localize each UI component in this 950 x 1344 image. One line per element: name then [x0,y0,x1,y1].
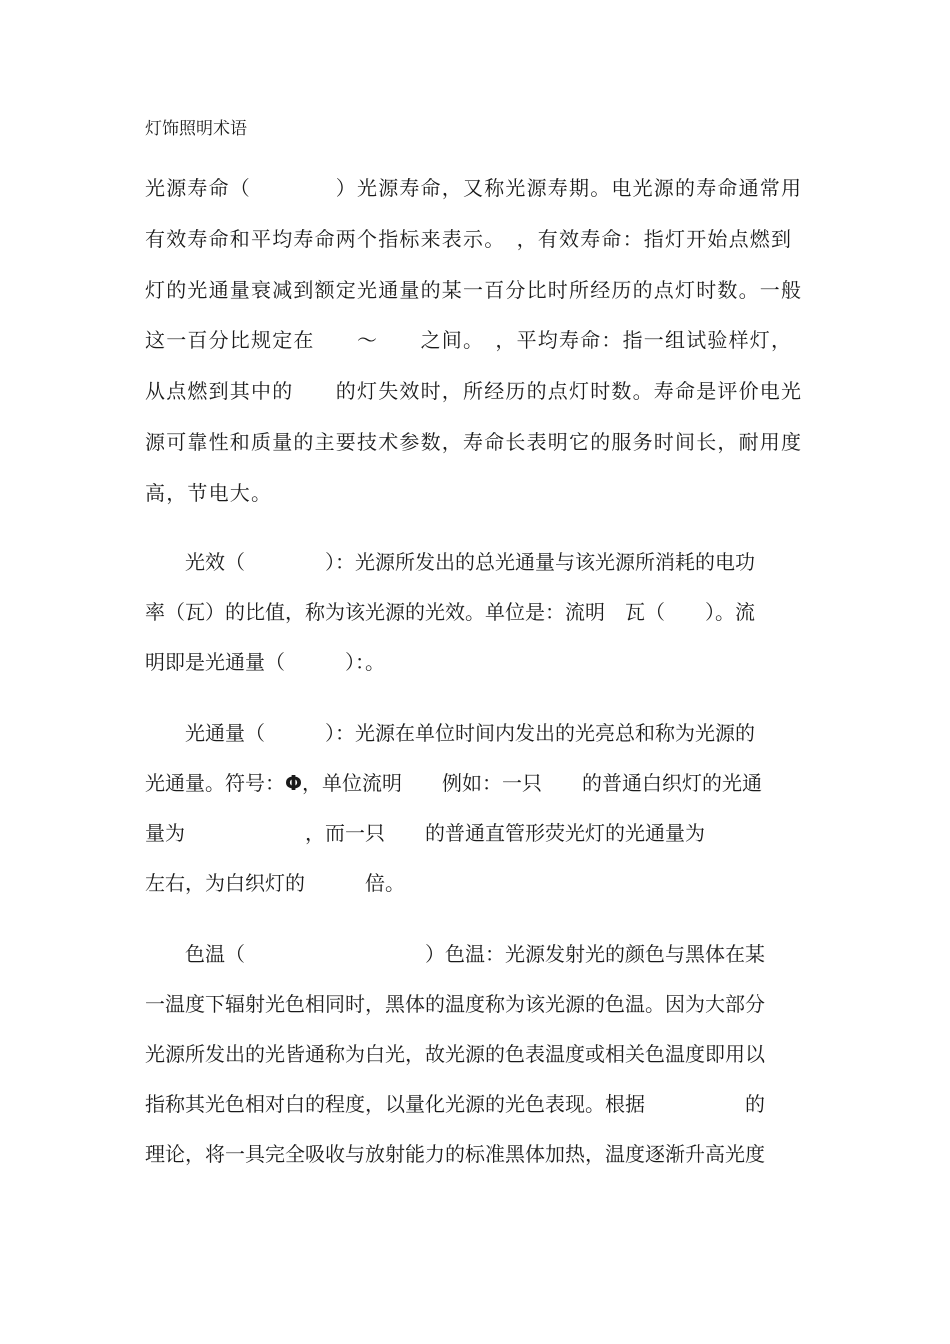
paragraph-line: 率（瓦）的比值，称为该光源的光效。单位是：流明 瓦（ ）。流 [145,600,755,624]
paragraph-line: 光通量（ ）：光源在单位时间内发出的光亮总和称为光源的 [145,721,755,745]
paragraph-line [145,766,825,800]
paragraph-line: 一温度下辐射光色相同时，黑体的温度称为该光源的色温。因为大部分 [145,992,765,1016]
text-run: ，单位流明 例如：一只 的普通白织灯的光通 [302,771,763,795]
paragraph-line: 光效（ ）：光源所发出的总光通量与该光源所消耗的电功 [145,550,755,574]
paragraph-line: 光源所发出的光皆通称为白光，故光源的色表温度或相关色温度即用以 [145,1042,765,1066]
text-run: 光通量。符号： [145,771,285,795]
paragraph-line: 从点燃到其中的 的灯失效时，所经历的点灯时数。寿命是评价电光 [145,379,803,403]
paragraph-line: 高，节电大。 [145,481,273,505]
paragraph-line: 这一百分比规定在 ～ 之间。 ，平均寿命：指一组试验样灯， [145,328,793,352]
document-title: 灯饰照明术语 [145,119,247,139]
paragraph-line: 理论，将一具完全吸收与放射能力的标准黑体加热，温度逐渐升高光度 [145,1142,765,1166]
paragraph-line: 源可靠性和质量的主要技术参数，寿命长表明它的服务时间长，耐用度 [145,430,803,454]
paragraph-line: 量为 ，而一只 的普通直管形荧光灯的光通量为 [145,821,705,845]
flux-symbol: Φ [285,771,303,795]
paragraph-line: 有效寿命和平均寿命两个指标来表示。 ，有效寿命：指灯开始点燃到 [145,227,793,251]
paragraph-line: 光源寿命（ ）光源寿命，又称光源寿期。电光源的寿命通常用 [145,176,803,200]
paragraph-line: 指称其光色相对白的程度，以量化光源的光色表现。根据 的 [145,1092,765,1116]
paragraph-line: 灯的光通量衰减到额定光通量的某一百分比时所经历的点灯时数。一般 [145,278,803,302]
paragraph-line: 明即是光通量（ ）：。 [145,650,385,674]
paragraph-line: 色温（ ）色温：光源发射光的颜色与黑体在某 [145,942,765,966]
paragraph-line: 左右，为白织灯的 倍。 [145,871,405,895]
